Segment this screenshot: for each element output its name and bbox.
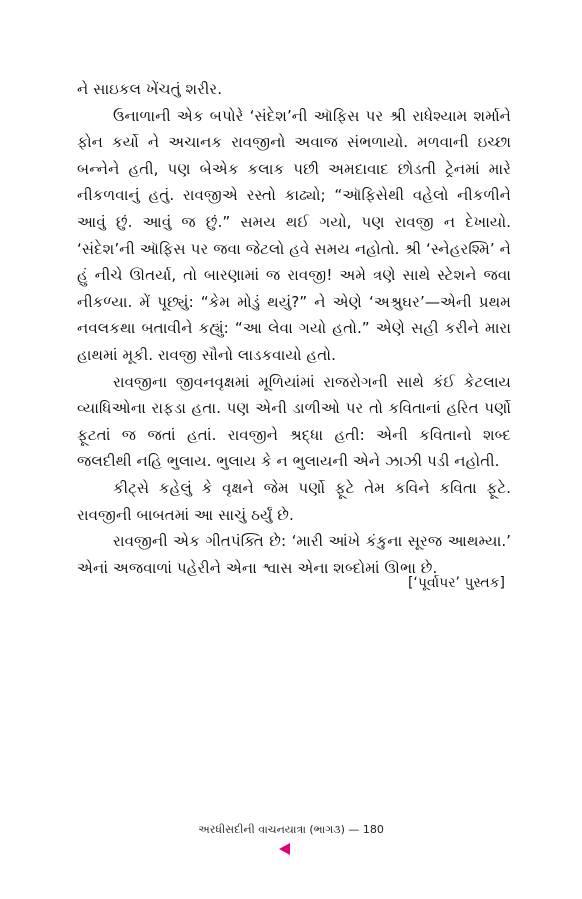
page-body — [77, 76, 511, 581]
paragraph-continuation: ને સાઇકલ ખેંચતું શરીર. — [77, 80, 223, 98]
page-footer: અરધીસદીની વાચનયાત્રા (ભાગ૩) — 180 — [198, 823, 384, 836]
paragraph: કીટ્સે કહેલું કે વૃક્ષને જેમ પર્ણો ફૂટે તેમ કવિને કવિતા ફૂટે. રાવજીની બાબતમાં આ સાચું ઠર્યું છે. — [77, 478, 511, 524]
paragraph: રાવજીની એક ગીતપંક્તિ છે: ‘મારી આંખે કંકુના સૂરજ આથમ્યા.’ એનાં અજવાળાં પહેરીને એના શ્વાસ એના શબ્દોમાં ઊભા છે. — [77, 532, 511, 577]
paragraph: રાવજીના જીવનવૃક્ષમાં મૂળિયાંમાં રાજરોગની સાથે કંઈ કેટલાય વ્યાધિઓના રાફડા હતા. પણ એની ડાળીઓ પર તો કવિતાનાં હરિત પર્ણો ફૂટતાં જ જતાં હતાં. રાવજીને શ્રદ્ધા હતી: એની કવિતાનો શબ્દ જલદીથી નહિ ભુલાય. ભુલાય કે ન ભુલાયની એને ઝાઝી પડી નહોતી. — [77, 372, 511, 471]
source-citation: [‘પૂર્વાપર’ પુસ્તક] — [407, 575, 505, 591]
previous-page-arrow-icon[interactable] — [279, 843, 290, 855]
paragraph: ઉનાળાની એક બપોરે ‘સંદેશ’ની ઑફિસ પર શ્રી રાધેશ્યામ શર્માને ફોન કર્યો ને અચાનક રાવજીનો અવાજ સંભળાયો. મળવાની ઇચ્છા બન્નેને હતી, પણ બેએક કલાક પછી અમદાવાદ છોડતી ટ્રેનમાં મારે નીકળવાનું હતું. રાવજીએ રસ્તો કાઢ્યો; “ઑફિસેથી વહેલો નીકળીને આવું છું. આવું જ છું.” સમય થઈ ગયો, પણ રાવજી ન દેખાયો. ‘સંદેશ’ની ઑફિસ પર જવા જેટલો હવે સમય નહોતો. શ્રી ‘સ્નેહરશ્મિ’ ને હું નીચે ઊતર્યા, તો બારણામાં જ રાવજી! અમે ત્રણે સાથે સ્ટેશને જવા નીકળ્યા. મેં પૂછ્યું: “કેમ મોડું થયું?” ને એણે ‘અશ્રુઘર’—એની પ્રથમ નવલકથા બતાવીને કહ્યું: “આ લેવા ગયો હતો.” એણે સહી કરીને મારા હાથમાં મૂકી. રાવજી સૌનો લાડકવાયો હતો. — [77, 106, 511, 364]
